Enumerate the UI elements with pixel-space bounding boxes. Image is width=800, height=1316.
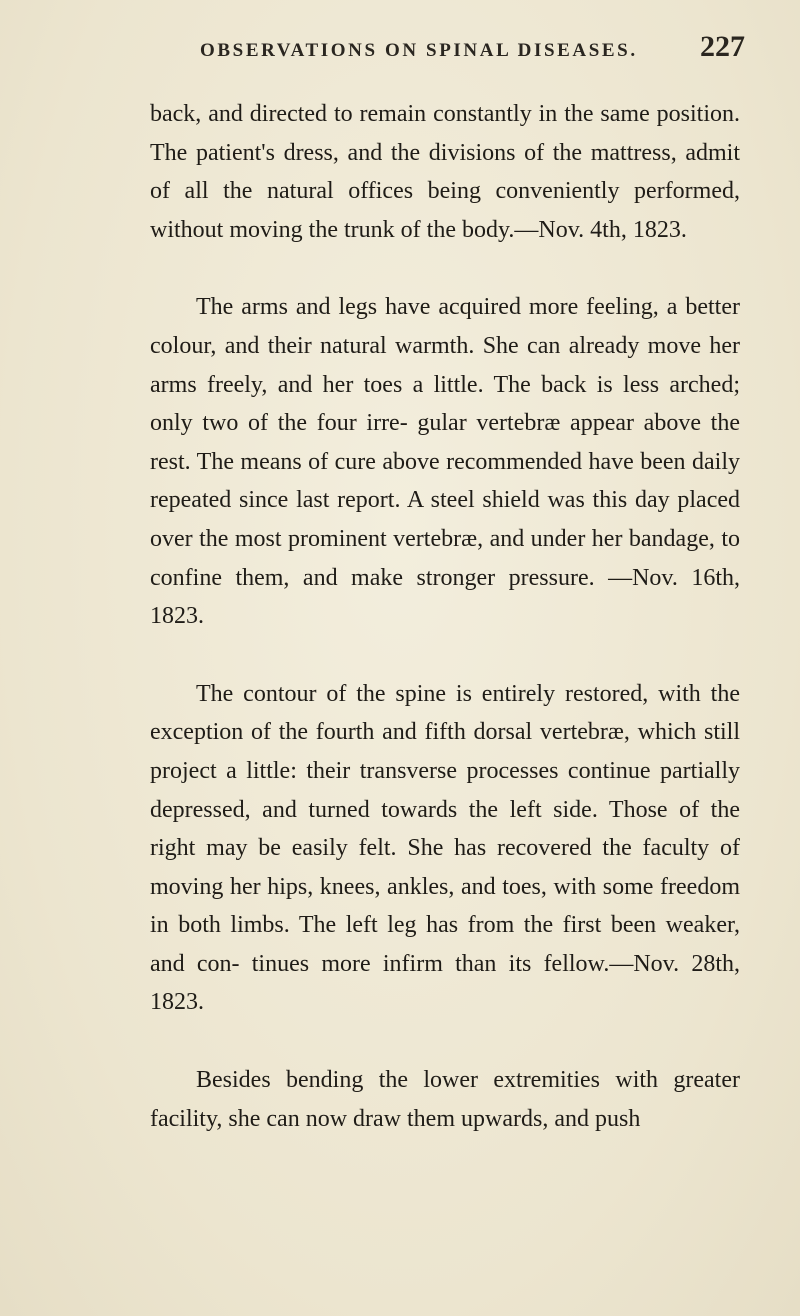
body-text (150, 95, 740, 1138)
page-header (200, 30, 745, 74)
paragraph-3: The contour of the spine is entirely restored, with the exception of the fourth and fifth dorsal vertebræ, which still project a little: their transverse processes continue partially depressed, and turned towards the left side. Those of the right may be easily felt. She has recovered the faculty of moving her hips, knees, ankles, and toes, with some freedom in both limbs. The left leg has from the first been weaker, and con- tinues more infirm than its fellow.—Nov. 28th, 1823. (150, 680, 740, 1016)
paragraph-2: The arms and legs have acquired more feeling, a better colour, and their natural warmth. She can already move her arms freely, and her toes a little. The back is less arched; only two of the four irre- gular vertebræ appear above the rest. The means of cure above recommended have been daily repeated since last report. A steel shield was this day placed over the most prominent vertebræ, and under her bandage, to confine them, and make stronger pressure. —Nov. 16th, 1823. (150, 294, 740, 630)
paragraph-1: back, and directed to remain constantly in the same position. The patient's dress, and the divisions of the mattress, admit of all the natural offices being conveniently performed, without moving the trunk of the body.—Nov. 4th, 1823. (150, 101, 740, 243)
running-title: OBSERVATIONS ON SPINAL DISEASES. (200, 40, 638, 61)
page-number: 227 (700, 30, 745, 63)
paragraph-4: Besides bending the lower extremities with greater facility, she can now draw them upwards, and push (150, 1067, 740, 1132)
